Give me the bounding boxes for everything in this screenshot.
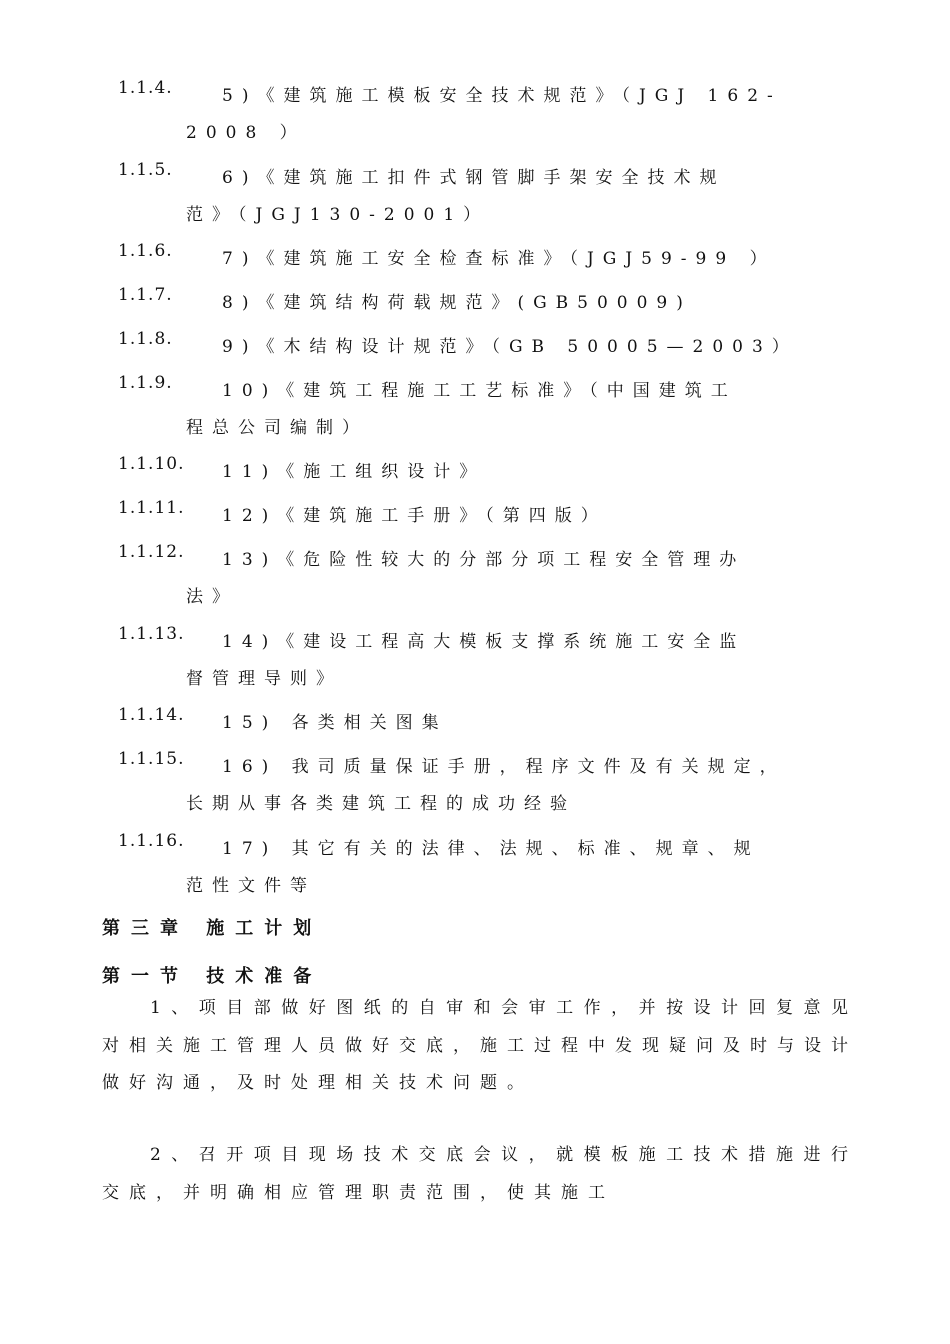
chapter-title: 第三章 施工计划 [102,918,323,939]
item-number: 1.1.10. [118,454,185,474]
body-paragraph-2: 2、召开项目现场技术交底会议，就模板施工技术措施进行交底，并明确相应管理职责范围，使其施工 [102,1145,858,1203]
item-text: 6)《建筑施工扣件式钢管脚手架安全技术规 [222,168,726,188]
item-number: 1.1.7. [118,285,173,305]
item-number: 1.1.11. [118,498,185,518]
item-number: 1.1.6. [118,241,173,261]
item-text: 8)《建筑结构荷载规范》(GB50009) [222,293,692,313]
item-text: 13)《危险性较大的分部分项工程安全管理办 [222,550,746,570]
item-number: 1.1.15. [118,749,185,769]
item-text-continued: 范》（JGJ130-2001） [186,205,490,225]
item-number: 1.1.5. [118,160,173,180]
item-text-continued: 法》 [186,587,238,607]
item-number: 1.1.8. [118,329,173,349]
item-text: 9)《木结构设计规范》（GB 50005—2003） [222,337,798,357]
item-text: 15) 各类相关图集 [222,713,448,733]
item-text: 14)《建设工程高大模板支撑系统施工安全监 [222,632,746,652]
item-number: 1.1.12. [118,542,185,562]
item-text-continued: 督管理导则》 [186,669,342,689]
item-text: 11)《施工组织设计》 [222,462,486,482]
item-text-continued: 长期从事各类建筑工程的成功经验 [186,794,576,814]
item-number: 1.1.16. [118,831,185,851]
item-number: 1.1.9. [118,373,173,393]
item-text: 17) 其它有关的法律、法规、标准、规章、规 [222,839,760,859]
item-text-continued: 2008 ） [186,123,306,143]
item-number: 1.1.4. [118,78,173,98]
item-text-continued: 范性文件等 [186,876,316,896]
item-text: 10)《建筑工程施工工艺标准》（中国建筑工 [222,381,737,401]
section-title: 第一节 技术准备 [102,966,323,987]
item-text: 12)《建筑施工手册》（第四版） [222,506,607,526]
item-number: 1.1.14. [118,705,185,725]
item-number: 1.1.13. [118,624,185,644]
item-text: 5)《建筑施工模板安全技术规范》（JGJ 162- [222,86,782,106]
body-paragraph-1: 1、项目部做好图纸的自审和会审工作，并按设计回复意见对相关施工管理人员做好交底，施工过程中发现疑问及时与设计做好沟通，及时处理相关技术问题。 [102,998,858,1093]
item-text-continued: 程总公司编制） [186,418,368,438]
item-text: 16) 我司质量保证手册，程序文件及有关规定， [222,757,786,777]
item-text: 7)《建筑施工安全检查标准》（JGJ59-99 ） [222,249,776,269]
